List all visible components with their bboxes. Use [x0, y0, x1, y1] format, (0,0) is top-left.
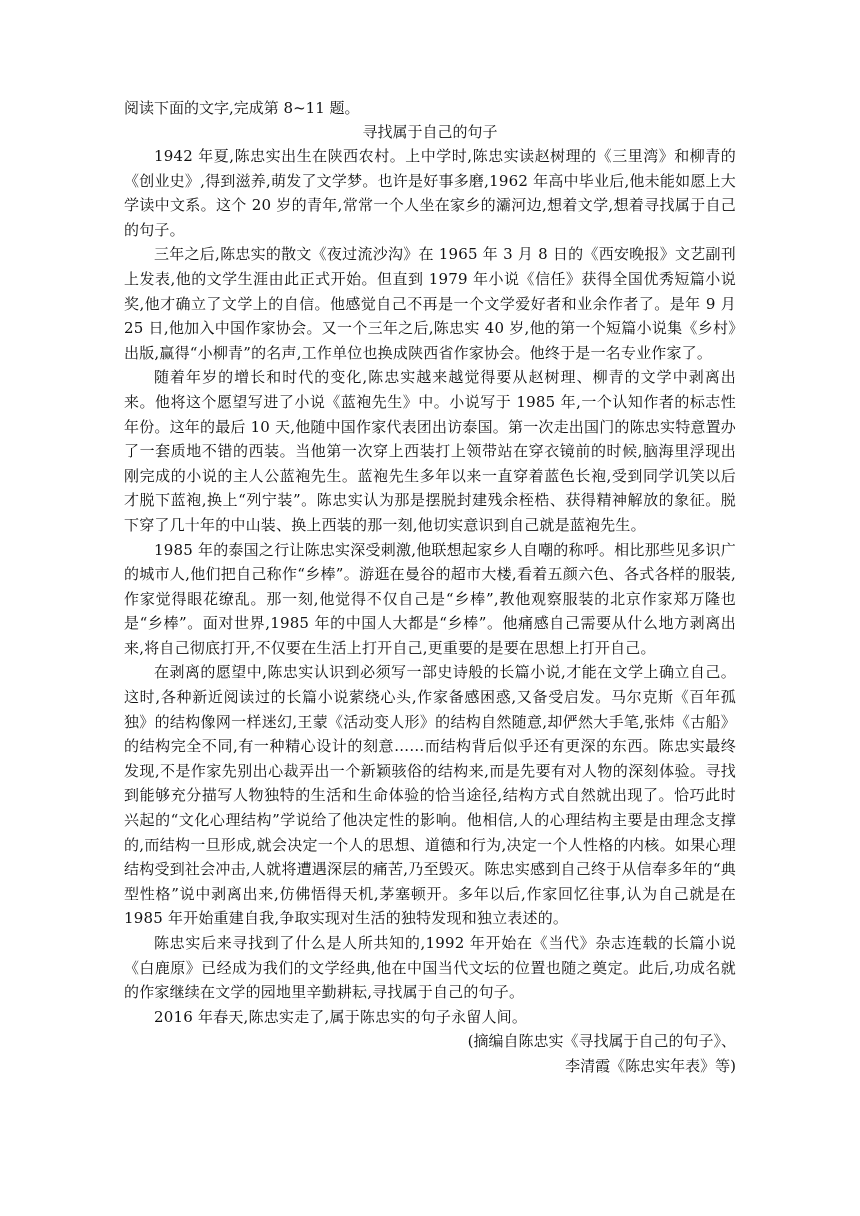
article [124, 96, 736, 1079]
reading-instruction: 阅读下面的文字,完成第 8~11 题。 [124, 99, 360, 117]
paragraph-5: 在剥离的愿望中,陈忠实认识到必须写一部史诗般的长篇小说,才能在文学上确立自己。这时,各种新近阅读过的长篇小说萦绕心头,作家备感困惑,又备受启发。马尔克斯《百年孤独》的结构像网一样迷幻,王蒙《活动变人形》的结构自然随意,却俨然大手笔,张炜《古船》的结构完全不同,有一种精心设计的刻意……而结构背后似乎还有更深的东西。陈忠实最终发现,不是作家先别出心裁弄出一个新颖骇俗的结构来,而是先要有对人物的深刻体验。寻找到能够充分描写人物独特的生活和生命体验的恰当途径,结构方式自然就出现了。恰巧此时兴起的“文化心理结构”学说给了他决定性的影响。他相信,人的心理结构主要是由理念支撑的,而结构一旦形成,就会决定一个人的思想、道德和行为,决定一个人性格的内核。如果心理结构受到社会冲击,人就将遭遇深层的痛苦,乃至毁灭。陈忠实感到自己终于从信奉多年的“典型性格”说中剥离出来,仿佛悟得天机,茅塞顿开。多年以后,作家回忆往事,认为自己就是在 1985 年开始重建自我,争取实现对生活的独特发现和独立表述的。 [124, 663, 736, 928]
paragraph-6: 陈忠实后来寻找到了什么是人所共知的,1992 年开始在《当代》杂志连载的长篇小说《白鹿原》已经成为我们的文学经典,他在中国当代文坛的位置也随之奠定。此后,功成名就的作家继续在文学的园地里辛勤耕耘,寻找属于自己的句子。 [124, 934, 736, 1002]
paragraph-3: 随着年岁的增长和时代的变化,陈忠实越来越觉得要从赵树理、柳青的文学中剥离出来。他将这个愿望写进了小说《蓝袍先生》中。小说写于 1985 年,一个认知作者的标志性年份。这年的最后 10 天,他随中国作家代表团出访泰国。第一次走出国门的陈忠实特意置办了一套质地不错的西装。当他第一次穿上西装打上领带站在穿衣镜前的时候,脑海里浮现出刚完成的小说的主人公蓝袍先生。蓝袍先生多年以来一直穿着蓝色长袍,受到同学讥笑以后才脱下蓝袍,换上“列宁装”。陈忠实认为那是摆脱封建残余桎梏、获得精神解放的象征。脱下穿了几十年的中山装、换上西装的那一刻,他切实意识到自己就是蓝袍先生。 [124, 368, 736, 534]
article-title: 寻找属于自己的句子 [362, 123, 498, 141]
source-line-2: 李清霞《陈忠实年表》等) [565, 1056, 736, 1075]
paragraph-7: 2016 年春天,陈忠实走了,属于陈忠实的句子永留人间。 [154, 1007, 528, 1026]
paragraph-4: 1985 年的泰国之行让陈忠实深受刺激,他联想起家乡人自嘲的称呼。相比那些见多识广的城市人,他们把自己称作“乡棒”。游逛在曼谷的超市大楼,看着五颜六色、各式各样的服装,作家觉得眼花缭乱。那一刻,他觉得不仅自己是“乡棒”,教他观察服装的北京作家郑万隆也是“乡棒”。面对世界,1985 年的中国人大都是“乡棒”。他痛感自己需要从什么地方剥离出来,将自己彻底打开,不仅要在生活上打开自己,更重要的是要在思想上打开自己。 [124, 540, 736, 657]
source-line-1: (摘编自陈忠实《寻找属于自己的句子》、 [467, 1032, 736, 1051]
paragraph-1: 1942 年夏,陈忠实出生在陕西农村。上中学时,陈忠实读赵树理的《三里湾》和柳青的《创业史》,得到滋养,萌发了文学梦。也许是好事多磨,1962 年高中毕业后,他未能如愿上大学读中文系。这个 20 岁的青年,常常一个人坐在家乡的灞河边,想着文学,想着寻找属于自己的句子。 [124, 147, 736, 239]
source-citation [124, 1029, 736, 1078]
paragraph-2: 三年之后,陈忠实的散文《夜过流沙沟》在 1965 年 3 月 8 日的《西安晚报》文艺副刊上发表,他的文学生涯由此正式开始。但直到 1979 年小说《信任》获得全国优秀短篇小说奖,他才确立了文学上的自信。他感觉自己不再是一个文学爱好者和业余作者了。是年 9 月 25 日,他加入中国作家协会。又一个三年之后,陈忠实 40 岁,他的第一个短篇小说集《乡村》出版,赢得“小柳青”的名声,工作单位也换成陕西省作家协会。他终于是一名专业作家了。 [124, 245, 736, 362]
